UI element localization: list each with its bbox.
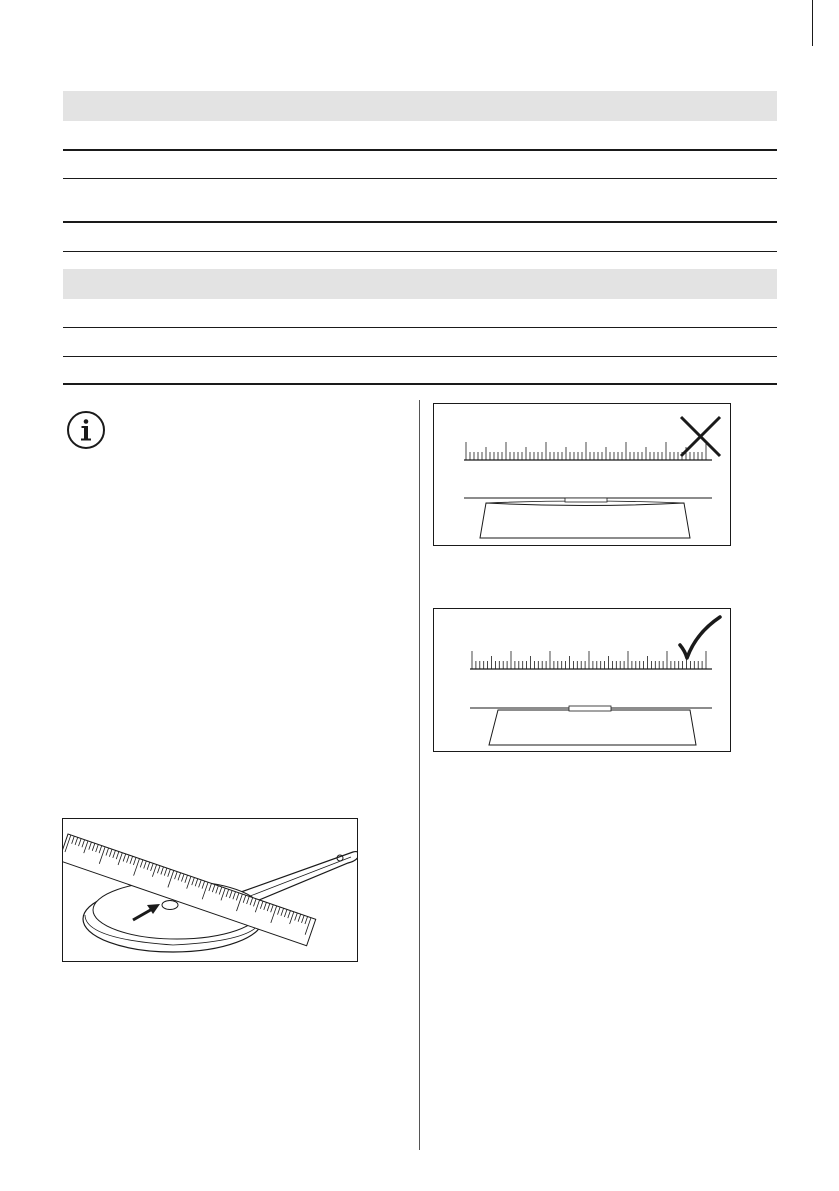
table-rule (63, 221, 777, 223)
figure-pan-ruler (62, 818, 358, 962)
section-header-bar-2 (63, 269, 777, 299)
ruler-ticks (466, 442, 706, 460)
cross-icon (681, 417, 720, 456)
column-divider (419, 400, 420, 1150)
table-rule (63, 149, 777, 151)
table-rule (63, 383, 777, 385)
table-rule (63, 327, 777, 328)
corner-mark (812, 0, 813, 46)
section-header-bar-1 (63, 91, 777, 121)
table-rule (63, 251, 777, 252)
info-icon (65, 409, 107, 451)
ruler-ticks (472, 651, 706, 669)
figure-incorrect-base (433, 403, 731, 546)
check-icon (680, 617, 720, 658)
figure-correct-base (433, 608, 731, 752)
figure-incorrect-caption (433, 556, 731, 576)
table-rule (63, 356, 777, 357)
table-rule (63, 178, 777, 179)
